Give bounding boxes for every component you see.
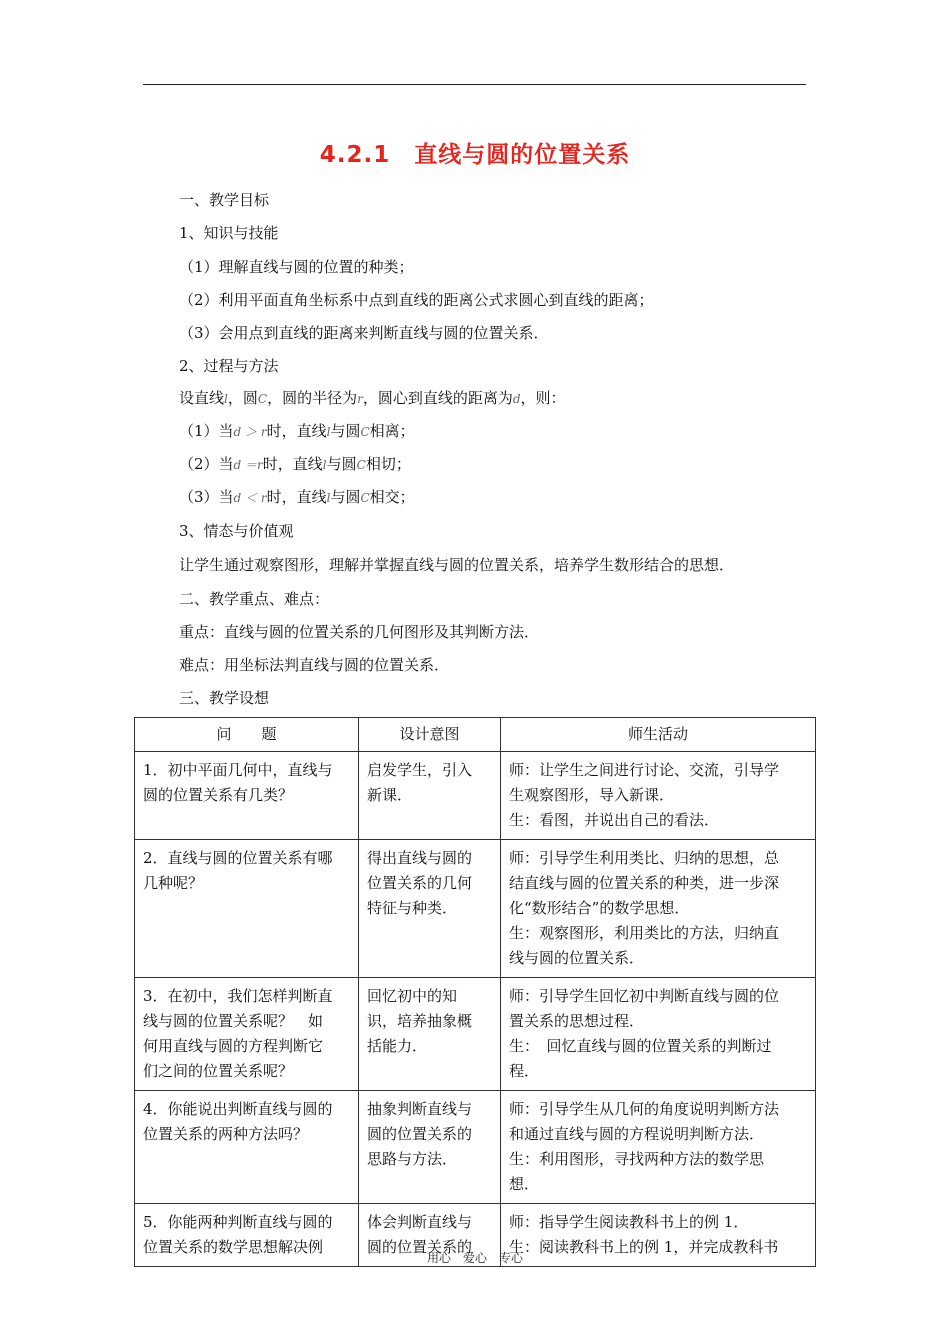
activity-cell [501,752,816,840]
cell-text-line: 生：阅读教科书上的例 1，并完成教科书 [509,1238,779,1256]
table-row [135,752,816,840]
table-row [135,840,816,978]
subheading-process: 2、过程与方法 [179,357,279,375]
header-activity: 师生活动 [501,718,816,752]
cell-text-line: 们之间的位置关系呢？ [143,1062,294,1080]
process-case-2: （2）当d ＝r时，直线l与圆C相切； [179,455,411,473]
intent-cell [359,1091,501,1204]
cell-text-line: 圆的位置关系的 [367,1125,473,1143]
cell-text-line: 置关系的思想过程． [509,1012,645,1030]
table-row [135,1091,816,1204]
subheading-values: 3、情态与价值观 [179,522,294,540]
cell-text-line: 位置关系的数学思想解决例 [143,1238,324,1256]
intent-cell [359,840,501,978]
cell-text-line: 体会判断直线与 [367,1213,473,1231]
question-cell [135,752,359,840]
values-text: 让学生通过观察图形，理解并掌握直线与圆的位置关系，培养学生数形结合的思想． [179,556,735,574]
header-rule [143,84,806,85]
cell-text-line: 位置关系的几何 [367,874,473,892]
cell-text-line: 几种呢？ [143,874,204,892]
header-intent: 设计意图 [359,718,501,752]
knowledge-item-3: （3）会用点到直线的距离来判断直线与圆的位置关系． [179,324,549,342]
cell-text-line: 生：利用图形，寻找两种方法的数学思 [509,1150,765,1168]
cell-text-line: 回忆初中的知 [367,987,458,1005]
key-point: 重点：直线与圆的位置关系的几何图形及其判断方法． [179,623,540,641]
question-cell [135,1091,359,1204]
cell-text-line: 线与圆的位置关系呢？ 如 [143,1012,324,1030]
cell-text-line: 思路与方法． [367,1150,458,1168]
cell-text-line: 生观察图形，导入新课． [509,786,675,804]
cell-text-line: 4．你能说出判断直线与圆的 [143,1100,333,1118]
cell-text-line: 生：观察图形，利用类比的方法，归纳直 [509,924,780,942]
cell-text-line: 生：看图，并说出自己的看法． [509,811,720,829]
knowledge-item-2: （2）利用平面直角坐标系中点到直线的距离公式求圆心到直线的距离； [179,291,654,309]
cell-text-line: 师：引导学生回忆初中判断直线与圆的位 [509,987,780,1005]
section-heading-objectives: 一、教学目标 [179,191,270,209]
cell-text-line: 5．你能两种判断直线与圆的 [143,1213,333,1231]
cell-text-line: 生： 回忆直线与圆的位置关系的判断过 [509,1037,772,1055]
section-heading-keypoints: 二、教学重点、难点： [179,590,330,608]
cell-text-line: 化“数形结合”的数学思想． [509,899,690,917]
cell-text-line: 1．初中平面几何中，直线与 [143,761,333,779]
cell-text-line: 识，培养抽象概 [367,1012,473,1030]
cell-text-line: 程． [509,1062,540,1080]
table-header-row [135,718,816,752]
cell-text-line: 师：指导学生阅读教科书上的例 1． [509,1213,749,1231]
knowledge-item-1: （1）理解直线与圆的位置的种类； [179,258,414,276]
section-heading-design: 三、教学设想 [179,689,270,707]
cell-text-line: 师：让学生之间进行讨论、交流，引导学 [509,761,780,779]
cell-text-line: 结直线与圆的位置关系的种类，进一步深 [509,874,780,892]
cell-text-line: 线与圆的位置关系． [509,949,645,967]
cell-text-line: 新课． [367,786,413,804]
cell-text-line: 2．直线与圆的位置关系有哪 [143,849,333,867]
question-cell [135,840,359,978]
cell-text-line: 何用直线与圆的方程判断它 [143,1037,324,1055]
cell-text-line: 圆的位置关系的 [367,1238,473,1256]
cell-text-line: 和通过直线与圆的方程说明判断方法． [509,1125,765,1143]
difficult-point: 难点：用坐标法判直线与圆的位置关系． [179,656,450,674]
process-intro: 设直线l，圆C，圆的半径为r，圆心到直线的距离为d，则： [179,389,566,407]
teaching-design-table [134,717,816,1267]
process-case-3: （3）当d ＜ r时，直线l与圆C相交； [179,488,415,506]
cell-text-line: 括能力． [367,1037,428,1055]
cell-text-line: 抽象判断直线与 [367,1100,473,1118]
cell-text-line: 师：引导学生利用类比、归纳的思想，总 [509,849,780,867]
intent-cell [359,752,501,840]
cell-text-line: 位置关系的两种方法吗？ [143,1125,309,1143]
cell-text-line: 得出直线与圆的 [367,849,473,867]
table-row [135,978,816,1091]
intent-cell [359,978,501,1091]
cell-text-line: 圆的位置关系有几类？ [143,786,294,804]
cell-text-line: 师：引导学生从几何的角度说明判断方法 [509,1100,780,1118]
activity-cell [501,1091,816,1204]
process-case-1: （1）当d ＞ r时，直线l与圆C相离； [179,422,415,440]
cell-text-line: 3．在初中，我们怎样判断直 [143,987,333,1005]
cell-text-line: 启发学生，引入 [367,761,473,779]
page-title: 4.2.1 直线与圆的位置关系 [319,142,631,168]
header-question: 问 题 [135,718,359,752]
activity-cell [501,840,816,978]
cell-text-line: 特征与种类． [367,899,458,917]
question-cell [135,978,359,1091]
subheading-knowledge: 1、知识与技能 [179,224,279,242]
activity-cell [501,978,816,1091]
page-footer: 用心 爱心 专心 [426,1251,523,1265]
cell-text-line: 想． [509,1175,540,1193]
